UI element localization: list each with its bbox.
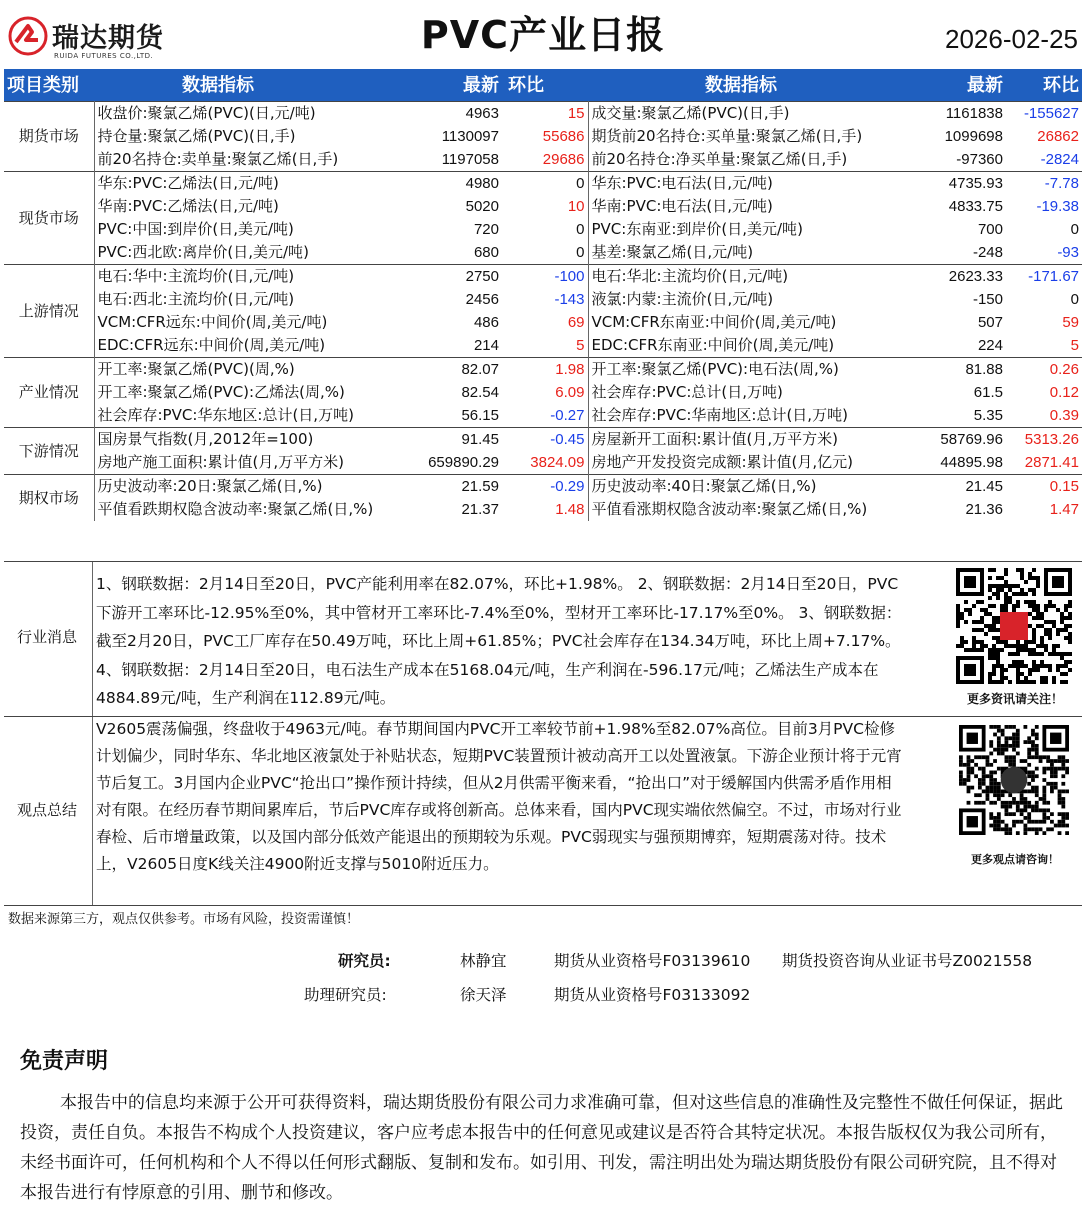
latest-value: 91.45 <box>342 428 502 452</box>
page-title: PVC产业日报 <box>420 13 666 57</box>
industry-news-label: 行业消息 <box>16 628 77 646</box>
change-value: 6.09 <box>502 381 588 404</box>
latest-value: -248 <box>972 244 1003 261</box>
latest-value: 2750 <box>342 265 502 289</box>
indicator-name: 房地产开发投资完成额:累计值(月,亿元) <box>591 453 854 471</box>
change-value: 3824.09 <box>502 451 588 475</box>
indicator-name: 开工率:聚氯乙烯(PVC):乙烯法(周,%) <box>97 383 345 401</box>
col-header-indicator: 数据指标 <box>94 69 342 102</box>
col-header-change: 环比 <box>502 69 588 102</box>
table-row <box>4 404 1082 428</box>
table-row <box>4 102 1082 126</box>
change-value: 5313.26 <box>1006 428 1082 452</box>
indicator-name: 华东:PVC:乙烯法(日,元/吨) <box>94 172 342 196</box>
change-value: -19.38 <box>1036 198 1079 215</box>
disclaimer-text: 本报告中的信息均来源于公开可获得资料，瑞达期货股份有限公司力求准确可靠，但对这些信息的准确性及完整性不做任何保证，据此投资，责任自负。本报告不构成个人投资建议，客户应考虑本报告中的任何意见或建议是否符合其特定状况。本报告版权仅为我公司所有，未经书面许可，任何机构和个人不得以任何形式翻版、复制和发布。如引用、刊发，需注明出处为瑞达期货股份有限公司研究院，且不得对本报告进行有悖原意的引用、删节和修改。 <box>20 1093 1063 1203</box>
table-row <box>4 451 1082 475</box>
researcher-qualification: 期货从业资格号F03139610 <box>554 952 751 970</box>
latest-value: 4963 <box>342 102 502 126</box>
latest-value: 1197058 <box>441 151 499 168</box>
latest-value: 81.88 <box>894 358 1006 382</box>
latest-value: 224 <box>977 337 1003 354</box>
indicator-name: 社会库存:PVC:华南地区:总计(日,万吨) <box>591 406 848 424</box>
change-value: -93 <box>1057 244 1079 261</box>
change-value: 0.39 <box>1049 407 1079 424</box>
indicator-name: 历史波动率:40日:聚氯乙烯(日,%) <box>588 475 894 499</box>
indicator-name: PVC:东南亚:到岸价(日,美元/吨) <box>591 220 803 238</box>
category-cell: 下游情况 <box>4 428 94 475</box>
change-value: 1.98 <box>502 358 588 382</box>
researcher-name: 林静宜 <box>460 952 507 970</box>
latest-value: 5.35 <box>973 407 1003 424</box>
change-value: 0.15 <box>1006 475 1082 499</box>
indicator-name: EDC:CFR东南亚:中间价(周,美元/吨) <box>591 336 835 354</box>
company-name-en: RUIDA FUTURES CO.,LTD. <box>54 52 154 60</box>
indicator-name: 期货前20名持仓:买单量:聚氯乙烯(日,手) <box>591 127 863 145</box>
change-value: 0 <box>502 218 588 241</box>
table-row <box>4 358 1082 382</box>
latest-value: 214 <box>473 337 499 354</box>
assistant-label: 助理研究员: <box>304 986 387 1004</box>
wechat-qr-code-icon <box>958 725 1070 835</box>
latest-value: 486 <box>473 314 499 331</box>
indicator-name: 液氯:内蒙:主流价(日,元/吨) <box>591 290 774 308</box>
change-value: 10 <box>502 195 588 218</box>
indicator-name: 电石:华北:主流均价(日,元/吨) <box>588 265 894 289</box>
change-value: 1.48 <box>502 498 588 521</box>
change-value: 0.12 <box>1049 384 1079 401</box>
indicator-name: 平值看跌期权隐含波动率:聚氯乙烯(日,%) <box>97 500 374 518</box>
change-value: -0.29 <box>502 475 588 499</box>
latest-value: 659890.29 <box>428 454 499 471</box>
category-cell: 现货市场 <box>4 172 94 265</box>
category-cell: 期权市场 <box>4 475 94 522</box>
table-row <box>4 498 1082 521</box>
change-value: 0 <box>1070 221 1079 238</box>
indicator-name: 收盘价:聚氯乙烯(PVC)(日,元/吨) <box>94 102 342 126</box>
col-header-category: 项目类别 <box>4 69 94 102</box>
indicator-name: 电石:西北:主流均价(日,元/吨) <box>97 290 295 308</box>
indicator-name: 社会库存:PVC:总计(日,万吨) <box>591 383 783 401</box>
indicator-name: 华南:PVC:电石法(日,元/吨) <box>591 197 773 215</box>
indicator-name: 社会库存:PVC:华东地区:总计(日,万吨) <box>97 406 354 424</box>
latest-value: 21.36 <box>965 501 1003 518</box>
latest-value: 2456 <box>465 291 499 308</box>
indicator-name: VCM:CFR东南亚:中间价(周,美元/吨) <box>591 313 837 331</box>
latest-value: 4735.93 <box>894 172 1006 196</box>
indicator-name: 基差:聚氯乙烯(日,元/吨) <box>591 243 754 261</box>
qr-code-icon <box>954 568 1074 684</box>
change-value: -2824 <box>1040 151 1079 168</box>
disclaimer-title: 免责声明 <box>20 1049 109 1074</box>
indicator-name: 前20名持仓:卖单量:聚氯乙烯(日,手) <box>97 150 339 168</box>
table-row <box>4 195 1082 218</box>
latest-value: -150 <box>972 291 1003 308</box>
view-summary-label: 观点总结 <box>16 801 77 819</box>
indicator-name: 电石:华中:主流均价(日,元/吨) <box>94 265 342 289</box>
indicator-name: 房屋新开工面积:累计值(月,万平方米) <box>588 428 894 452</box>
table-row <box>4 334 1082 358</box>
table-row <box>4 148 1082 172</box>
indicator-name: 成交量:聚氯乙烯(PVC)(日,手) <box>588 102 894 126</box>
latest-value: 507 <box>977 314 1003 331</box>
change-value: 0.26 <box>1006 358 1082 382</box>
change-value: 0 <box>502 241 588 265</box>
change-value: 69 <box>502 311 588 334</box>
col-header-latest-2: 最新 <box>894 69 1006 102</box>
data-source-note: 数据来源第三方，观点仅供参考。市场有风险，投资需谨慎！ <box>8 912 360 927</box>
category-cell: 期货市场 <box>4 102 94 172</box>
category-cell: 产业情况 <box>4 358 94 428</box>
assistant-qualification: 期货从业资格号F03133092 <box>554 986 751 1004</box>
change-value: 59 <box>1062 314 1079 331</box>
indicator-name: 房地产施工面积:累计值(月,万平方米) <box>97 453 345 471</box>
indicator-name: PVC:中国:到岸价(日,美元/吨) <box>97 220 294 238</box>
change-value: -0.27 <box>502 404 588 428</box>
latest-value: 2623.33 <box>894 265 1006 289</box>
indicator-table <box>4 69 1082 521</box>
col-header-latest: 最新 <box>342 69 502 102</box>
table-row <box>4 311 1082 334</box>
latest-value: 21.59 <box>342 475 502 499</box>
latest-value: 61.5 <box>973 384 1003 401</box>
change-value: 29686 <box>502 148 588 172</box>
change-value: 0 <box>502 172 588 196</box>
latest-value: -97360 <box>956 151 1003 168</box>
table-row <box>4 218 1082 241</box>
indicator-name: 平值看涨期权隐含波动率:聚氯乙烯(日,%) <box>591 500 868 518</box>
indicator-name: 国房景气指数(月,2012年=100) <box>94 428 342 452</box>
latest-value: 1130097 <box>441 128 499 145</box>
indicator-name: VCM:CFR远东:中间价(周,美元/吨) <box>97 313 328 331</box>
change-value: -7.78 <box>1006 172 1082 196</box>
indicator-name: 历史波动率:20日:聚氯乙烯(日,%) <box>94 475 342 499</box>
latest-value: 82.07 <box>342 358 502 382</box>
indicator-name: EDC:CFR远东:中间价(周,美元/吨) <box>97 336 326 354</box>
table-row <box>4 125 1082 148</box>
latest-value: 82.54 <box>461 384 499 401</box>
latest-value: 1099698 <box>944 128 1003 145</box>
change-value: -171.67 <box>1006 265 1082 289</box>
change-value: -0.45 <box>502 428 588 452</box>
indicator-name: 前20名持仓:净买单量:聚氯乙烯(日,手) <box>591 150 848 168</box>
col-header-change-2: 环比 <box>1006 69 1082 102</box>
latest-value: 21.37 <box>461 501 499 518</box>
researcher-certificate: 期货投资咨询从业证书号Z0021558 <box>782 952 1033 970</box>
change-value: 55686 <box>502 125 588 148</box>
latest-value: 4833.75 <box>948 198 1003 215</box>
change-value: -155627 <box>1006 102 1082 126</box>
change-value: 2871.41 <box>1024 454 1079 471</box>
change-value: 0 <box>1070 291 1079 308</box>
latest-value: 680 <box>473 244 499 261</box>
indicator-name: 开工率:聚氯乙烯(PVC):电石法(周,%) <box>588 358 894 382</box>
qr-caption: 更多资讯请关注！ <box>966 692 1063 706</box>
latest-value: 720 <box>473 221 499 238</box>
table-row <box>4 172 1082 196</box>
latest-value: 5020 <box>465 198 499 215</box>
industry-news-section <box>4 561 1082 717</box>
col-header-indicator-2: 数据指标 <box>588 69 894 102</box>
table-row <box>4 241 1082 265</box>
latest-value: 700 <box>977 221 1003 238</box>
view-summary-section <box>4 716 1082 906</box>
indicator-name: PVC:西北欧:离岸价(日,美元/吨) <box>97 243 309 261</box>
latest-value: 21.45 <box>894 475 1006 499</box>
change-value: 1.47 <box>1049 501 1079 518</box>
change-value: 15 <box>502 102 588 126</box>
table-row <box>4 265 1082 289</box>
indicator-name: 持仓量:聚氯乙烯(PVC)(日,手) <box>97 127 296 145</box>
company-name: 瑞达期货 <box>52 23 164 54</box>
change-value: 5 <box>502 334 588 358</box>
change-value: 26862 <box>1037 128 1079 145</box>
change-value: -143 <box>502 288 588 311</box>
table-row <box>4 381 1082 404</box>
qr-caption-2: 更多观点请咨询！ <box>971 853 1059 866</box>
change-value: 5 <box>1070 337 1079 354</box>
table-row <box>4 428 1082 452</box>
latest-value: 44895.98 <box>940 454 1003 471</box>
table-row <box>4 475 1082 499</box>
indicator-name: 华南:PVC:乙烯法(日,元/吨) <box>97 197 279 215</box>
industry-news-text: 1、钢联数据：2月14日至20日，PVC产能利用率在82.07%，环比+1.98%。 2、钢联数据：2月14日至20日，PVC下游开工率环比-12.95%至0%，其中管材开工率环比-7.4%至0%，型材开工率环比-17.17%至0%。 3、钢联数据：截至2月20日，PVC工厂库存在50.49万吨，环比上周+61.85%；PVC社会库存在134.34万吨，环比上周+7.17%。 4、钢联数据：2月14日至20日，电石法生产成本在5168.04元/吨，生产利润在-596.17元/吨；乙烯法生产成本在4884.89元/吨，生产利润在112.89元/吨。 <box>96 575 902 707</box>
latest-value: 58769.96 <box>894 428 1006 452</box>
latest-value: 1161838 <box>894 102 1006 126</box>
researcher-label: 研究员: <box>338 952 391 970</box>
report-date: 2026-02-25 <box>945 24 1078 54</box>
latest-value: 56.15 <box>461 407 499 424</box>
indicator-name: 华东:PVC:电石法(日,元/吨) <box>588 172 894 196</box>
table-row <box>4 288 1082 311</box>
change-value: -100 <box>502 265 588 289</box>
assistant-name: 徐天泽 <box>460 986 507 1004</box>
indicator-name: 开工率:聚氯乙烯(PVC)(周,%) <box>94 358 342 382</box>
view-summary-text: V2605震荡偏强，终盘收于4963元/吨。春节期间国内PVC开工率较节前+1.98%至82.07%高位。目前3月PVC检修计划偏少，同时华东、华北地区液氯处于补贴状态，短期PVC装置预计被动高开工以处置液氯。下游企业预计将于元宵节后复工。3月国内企业PVC“抢出口”操作预计持续，但从2月供需平衡来看，“抢出口”对于缓解国内供需矛盾作用相对有限。在经历春节期间累库后，节后PVC库存或将创新高。总体来看，国内PVC现实端依然偏空。不过，市场对行业春检、后市增量政策，以及国内部分低效产能退出的预期较为乐观。PVC弱现实与强预期博弈，短期震荡对待。技术上，V2605日度K线关注4900附近支撑与5010附近压力。 <box>96 720 902 873</box>
category-cell: 上游情况 <box>4 265 94 358</box>
latest-value: 4980 <box>342 172 502 196</box>
